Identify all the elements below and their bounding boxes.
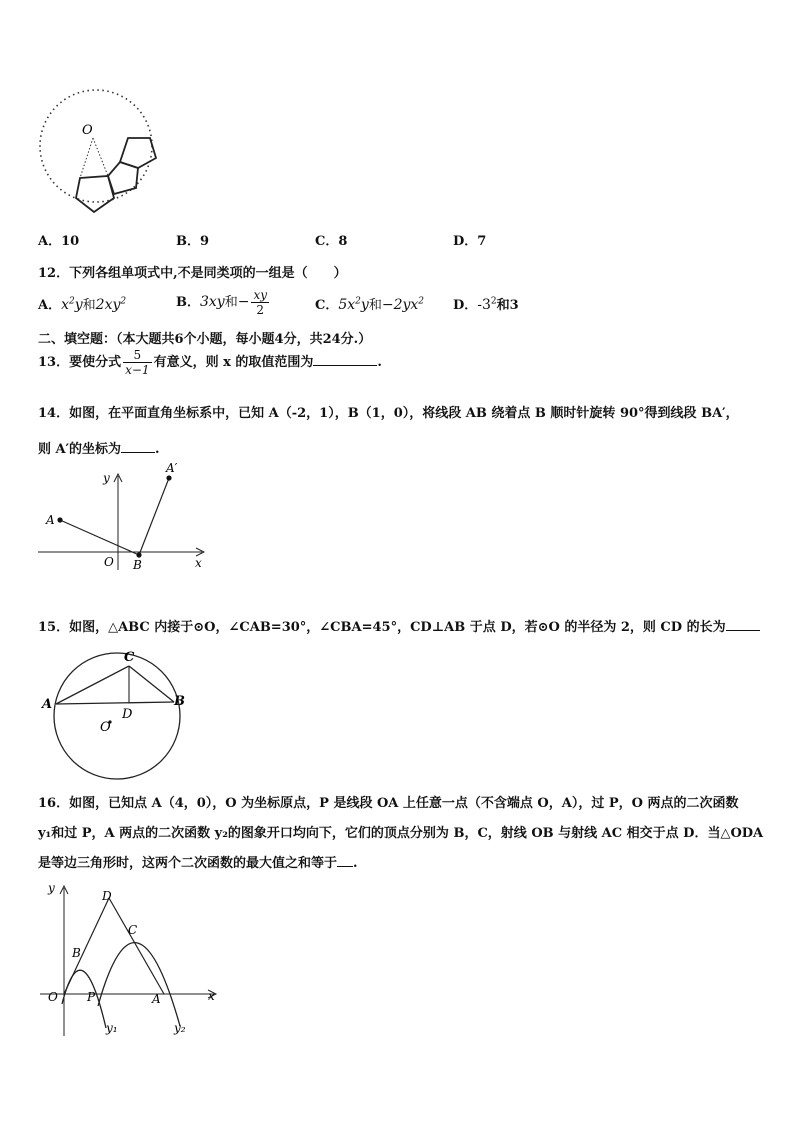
q11-option-c: C．8 — [315, 234, 348, 249]
q14-segment-ab — [60, 520, 139, 555]
q14-point-a-prime — [166, 475, 171, 480]
q13-end: . — [377, 355, 382, 370]
q14-answer-blank[interactable] — [121, 452, 155, 453]
q16-label-a: A — [152, 992, 161, 1006]
q11-label-o: O — [82, 123, 93, 138]
q12-option-b-and: 和 — [224, 295, 238, 310]
q12-option-c: C．$5x^2y$和$-2yx^2$ — [315, 296, 425, 313]
q15-label-c: C — [124, 650, 135, 665]
q16-line3-end: . — [353, 856, 358, 871]
q14-line2-end: . — [155, 442, 160, 457]
q16-answer-blank[interactable] — [337, 866, 353, 867]
q16-ray-ad — [109, 898, 164, 994]
section2-heading: 二、填空题：（本大题共6个小题，每小题4分，共24分.） — [38, 332, 372, 347]
q12-option-d: D．$-3^2$和3 — [453, 296, 519, 313]
q14-label-o: O — [104, 555, 114, 569]
q13-answer-blank[interactable] — [313, 365, 377, 366]
q16-line1: 16．如图，已知点 A（4，0），O 为坐标原点，P 是线段 OA 上任意一点（不含端点 O，A），过 P，O 两点的二次函数 — [38, 796, 739, 811]
q12-option-a-label: A． — [38, 298, 62, 313]
q14-line2 — [38, 438, 160, 457]
q16-figure — [36, 876, 226, 1040]
q15-label-b: B — [174, 694, 185, 709]
q12-option-c-label: C． — [315, 298, 339, 313]
q15-chord-ab — [56, 702, 174, 704]
q16-label-y2: y₂ — [174, 1021, 186, 1035]
q16-label-d: D — [102, 889, 112, 903]
q13-prefix: 13．要使分式 — [38, 355, 122, 370]
q12-option-d-text: 和3 — [496, 298, 519, 313]
q11-pentagon-bottom — [76, 176, 114, 212]
q16-label-b: B — [72, 946, 81, 960]
q16-parabola-y2 — [98, 943, 180, 1026]
q15-segment-bc — [129, 666, 174, 702]
q12-option-b-fraction: $\frac{xy}{2}$ — [253, 288, 268, 317]
q15-segment-ac — [56, 666, 129, 704]
q14-label-b: B — [133, 558, 142, 572]
q12-option-d-label: D． — [453, 298, 478, 313]
q11-option-a: A．10 — [38, 234, 80, 249]
q13-fraction: $\frac{5}{x-1}$ — [125, 348, 150, 377]
q16-label-x: x — [208, 989, 215, 1003]
q16-label-y1: y₁ — [106, 1021, 118, 1035]
q11-dotted-line-right — [93, 138, 108, 176]
q14-label-y: y — [103, 471, 110, 485]
q15-line — [38, 616, 760, 635]
q11-option-d: D．7 — [453, 234, 487, 249]
q15-answer-blank[interactable] — [726, 630, 760, 631]
q12-option-a: A．$x^2y$和$2xy^2$ — [38, 296, 127, 313]
q14-point-b — [136, 552, 141, 557]
q16-label-p: P — [87, 990, 96, 1004]
q15-label-a: A — [42, 697, 53, 712]
q12-option-a-and: 和 — [82, 298, 96, 313]
q12-option-c-and: 和 — [368, 298, 382, 313]
q15-label-o: O — [100, 720, 111, 735]
q16-line3-prefix: 是等边三角形时，这两个二次函数的最大值之和等于 — [38, 856, 338, 871]
q16-label-y: y — [48, 881, 55, 895]
q14-label-a-prime: A′ — [166, 461, 178, 475]
q14-line1: 14．如图，在平面直角坐标系中，已知 A（-2，1），B（1，0），将线段 AB 绕着点 B 顺时针旋转 90°得到线段 BA′， — [38, 406, 739, 421]
q14-segment-ba-prime — [139, 478, 169, 555]
q15-figure — [40, 646, 190, 782]
q14-label-a: A — [46, 513, 55, 527]
q14-label-x: x — [195, 556, 202, 570]
q14-line2-prefix: 则 A′的坐标为 — [38, 442, 122, 457]
q12-stem: 12．下列各组单项式中,不是同类项的一组是（ ） — [38, 266, 347, 281]
q16-label-o: O — [48, 990, 58, 1004]
q14-figure — [36, 458, 216, 574]
q15-text: 15．如图，△ABC 内接于⊙O，∠CAB=30°，∠CBA=45°，CD⊥AB 于点 D，若⊙O 的半径为 2，则 CD 的长为 — [38, 620, 726, 635]
q12-option-b-label: B． — [176, 295, 200, 310]
q11-pentagon-top — [120, 138, 156, 168]
q16-label-c: C — [128, 923, 138, 937]
q11-dotted-circle — [40, 90, 152, 202]
q13-suffix: 有意义，则 x 的取值范围为 — [153, 355, 314, 370]
q13-line — [38, 348, 382, 377]
q14-point-a — [57, 517, 62, 522]
q11-option-b: B．9 — [176, 234, 210, 249]
q16-line2: y₁和过 P，A 两点的二次函数 y₂的图象开口均向下，它们的顶点分别为 B，C，射线 OB 与射线 AC 相交于点 D．当△ODA — [38, 826, 764, 841]
q11-figure — [36, 82, 166, 214]
q11-dotted-line-left — [80, 138, 93, 178]
q16-line3 — [38, 852, 358, 871]
q15-label-d: D — [122, 707, 133, 722]
q12-option-b: B．3xy和− $\frac{xy}{2}$ — [176, 288, 268, 317]
